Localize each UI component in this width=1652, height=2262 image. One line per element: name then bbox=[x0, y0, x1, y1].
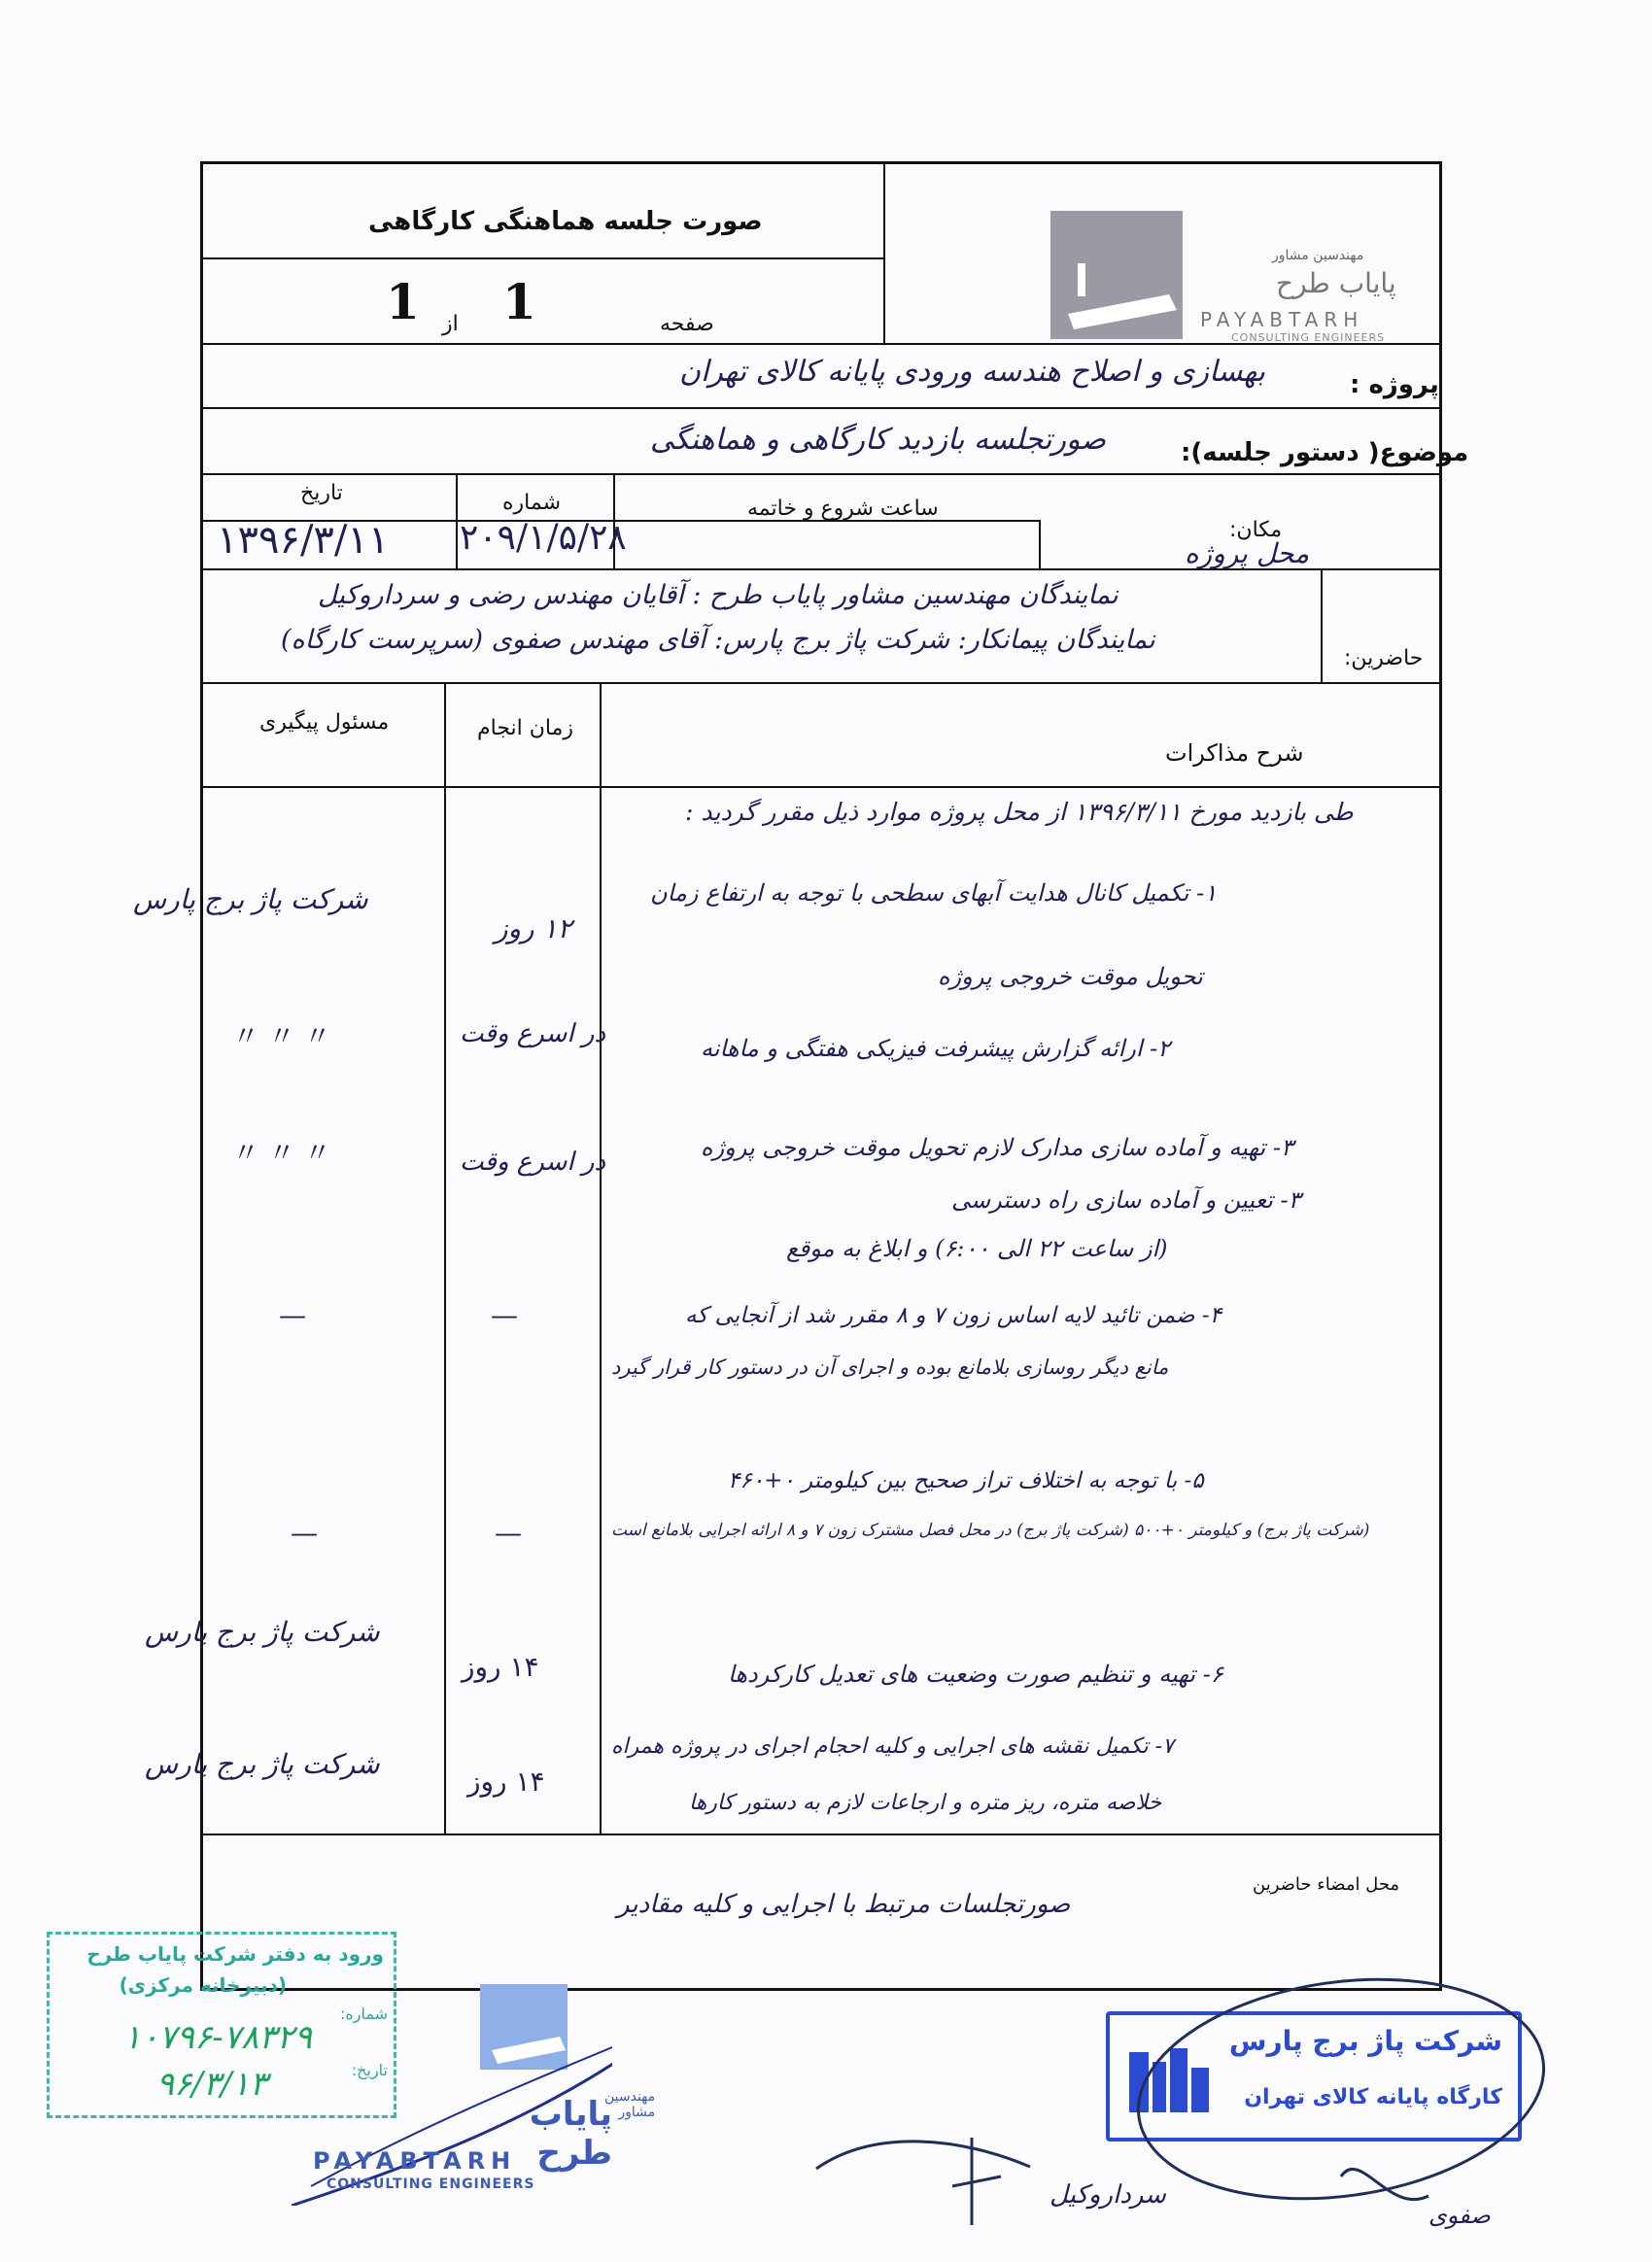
row-6-desc: ۶- تهیه و تنظیم صورت وضعیت های تعدیل کارکردها bbox=[728, 1661, 1223, 1688]
place-label: مکان: bbox=[1229, 518, 1283, 542]
row-4-resp: — bbox=[279, 1299, 306, 1331]
col-resp-header: مسئول پیگیری bbox=[259, 710, 390, 735]
attendees-line2: نمایندگان پیمانکار: شرکت پاژ برج پارس: آقای مهندس صفوی (سرپرست کارگاه) bbox=[281, 625, 1155, 655]
stamp-teal-date-label: تاریخ: bbox=[351, 2061, 388, 2079]
payabtarh-logo bbox=[1050, 211, 1183, 339]
row-6-time: ۱۴ روز bbox=[462, 1651, 539, 1683]
payab-stamp-en: PAYABTARH bbox=[313, 2147, 517, 2175]
payab-stamp-fa-top: مهندسین مشاور bbox=[604, 2089, 656, 2120]
row-5-desc-2: (شرکت پاژ برج) و کیلومتر ۰+۵۰۰ (شرکت پاژ برج) در محل فصل مشترک زون ۷ و ۸ ارائه اجرایی بلامانع است bbox=[611, 1521, 1370, 1540]
stamp-teal-line1: ورود به دفتر شرکت پایاب طرح bbox=[86, 1942, 384, 1966]
company-fa: پایاب طرح bbox=[1276, 267, 1396, 299]
project-value: بهسازی و اصلاح هندسه ورودی پایانه کالای تهران bbox=[679, 355, 1266, 389]
contractor-logo-icon bbox=[1129, 2044, 1211, 2116]
stamp-blue-line2: کارگاه پایانه کالای تهران bbox=[1244, 2085, 1502, 2109]
row-4-desc-2: مانع دیگر روسازی بلامانع بوده و اجرای آن در دستور کار قرار گیرد bbox=[611, 1355, 1169, 1379]
company-fa-top: مهندسین مشاور bbox=[1272, 248, 1364, 263]
row-1-desc-1: ۱- تکمیل کانال هدایت آبهای سطحی با توجه به ارتفاع زمان bbox=[650, 879, 1218, 907]
row-7-desc-1: ۷- تکمیل نقشه های اجرایی و کلیه احجام اجرای در پروژه همراه bbox=[611, 1734, 1174, 1759]
row-4-time: — bbox=[491, 1299, 518, 1331]
contractor-stamp bbox=[1106, 2011, 1522, 2142]
date-value: ۱۳۹۶/۳/۱۱ bbox=[217, 518, 390, 563]
of-label: از bbox=[442, 312, 459, 336]
project-label: پروژه : bbox=[1350, 370, 1439, 399]
col-desc-header: شرح مذاکرات bbox=[1165, 739, 1304, 767]
number-label: شماره bbox=[502, 491, 562, 515]
row-2-resp: 〃 〃 〃 bbox=[232, 1020, 331, 1052]
page-label: صفحه bbox=[660, 312, 714, 336]
page-total: 1 bbox=[386, 273, 420, 330]
stamp-teal-line2: (دبیرخانه مرکزی) bbox=[119, 1973, 287, 1997]
table-intro: طی بازدید مورخ ۱۳۹۶/۳/۱۱ از محل پروژه موارد ذیل مقرر گردید : bbox=[685, 798, 1354, 826]
row-7-resp: شرکت پاژ برج پارس bbox=[145, 1748, 380, 1780]
row-5-desc-1: ۵- با توجه به اختلاف تراز صحیح بین کیلومتر ۰+۴۶۰ bbox=[728, 1468, 1204, 1493]
stamp-teal-number-label: شماره: bbox=[339, 2005, 388, 2023]
row-4-desc-1: ۴- ضمن تائید لایه اساس زون ۷ و ۸ مقرر شد از آنجایی که bbox=[685, 1303, 1222, 1328]
place-value: محل پروژه bbox=[1185, 537, 1310, 569]
row-3-resp: 〃 〃 〃 bbox=[232, 1137, 331, 1169]
company-en-sub: CONSULTING ENGINEERS bbox=[1231, 331, 1386, 344]
payab-stamp-fa: پایاب طرح bbox=[529, 2095, 612, 2173]
row-3b-desc-1: ۳- تعیین و آماده سازی راه دسترسی bbox=[951, 1186, 1301, 1214]
stamp-blue-line1: شرکت پاژ برج پارس bbox=[1228, 2025, 1502, 2057]
row-3-time: در اسرع وقت bbox=[460, 1148, 606, 1177]
signature-note: صورتجلسات مرتبط با اجرایی و کلیه مقادیر bbox=[617, 1890, 1071, 1919]
page-number: 1 bbox=[502, 273, 536, 330]
signature-right: صفوی bbox=[1428, 2202, 1491, 2229]
row-3-desc: ۳- تهیه و آماده سازی مدارک لازم تحویل موقت خروجی پروژه bbox=[701, 1134, 1293, 1161]
subject-label: موضوع( دستور جلسه): bbox=[1181, 438, 1469, 467]
attendees-label: حاضرین: bbox=[1344, 646, 1424, 670]
row-2-time: در اسرع وقت bbox=[460, 1019, 606, 1048]
company-en: PAYABTARH bbox=[1200, 308, 1364, 331]
row-5-time: — bbox=[495, 1517, 522, 1549]
row-7-time: ۱۴ روز bbox=[467, 1765, 545, 1798]
date-label: تاریخ bbox=[300, 481, 343, 505]
number-value: ۲۰۹/۱/۵/۲۸ bbox=[460, 518, 627, 558]
stamp-teal-date: ۹۶/۳/۱۳ bbox=[155, 2065, 267, 2104]
row-5-resp: — bbox=[291, 1517, 318, 1549]
row-1-resp: شرکت پاژ برج پارس bbox=[133, 883, 368, 915]
row-1-desc-2: تحویل موقت خروجی پروژه bbox=[938, 963, 1203, 990]
subject-value: صورتجلسه بازدید کارگاهی و هماهنگی bbox=[650, 423, 1106, 457]
col-time-header: زمان انجام bbox=[477, 716, 574, 740]
row-1-time: ۱۲ روز bbox=[495, 912, 572, 944]
row-7-desc-2: خلاصه متره، ریز متره و ارجاعات لازم به دستور کارها bbox=[689, 1791, 1162, 1815]
signature-label: محل امضاء حاضرین bbox=[1253, 1874, 1400, 1895]
row-2-desc: ۲- ارائه گزارش پیشرفت فیزیکی هفتگی و ماهانه bbox=[701, 1035, 1171, 1062]
time-label: ساعت شروع و خاتمه bbox=[747, 497, 939, 521]
attendees-line1: نمایندگان مهندسین مشاور پایاب طرح : آقایان مهندس رضی و سرداروکیل bbox=[318, 580, 1119, 610]
signature-left: سرداروکیل bbox=[1050, 2180, 1166, 2210]
payab-stamp-en-sub: CONSULTING ENGINEERS bbox=[327, 2176, 535, 2192]
payabtarh-stamp bbox=[292, 1972, 656, 2206]
form-title: صورت جلسه هماهنگی کارگاهی bbox=[368, 207, 763, 236]
row-3b-desc-2: (از ساعت ۲۲ الی ۶:۰۰) و ابلاغ به موقع bbox=[786, 1235, 1168, 1262]
row-6-resp: شرکت پاژ برج پارس bbox=[145, 1616, 380, 1648]
stamp-teal-number: ۱۰۷۹۶-۷۸۳۲۹ bbox=[122, 2018, 312, 2057]
